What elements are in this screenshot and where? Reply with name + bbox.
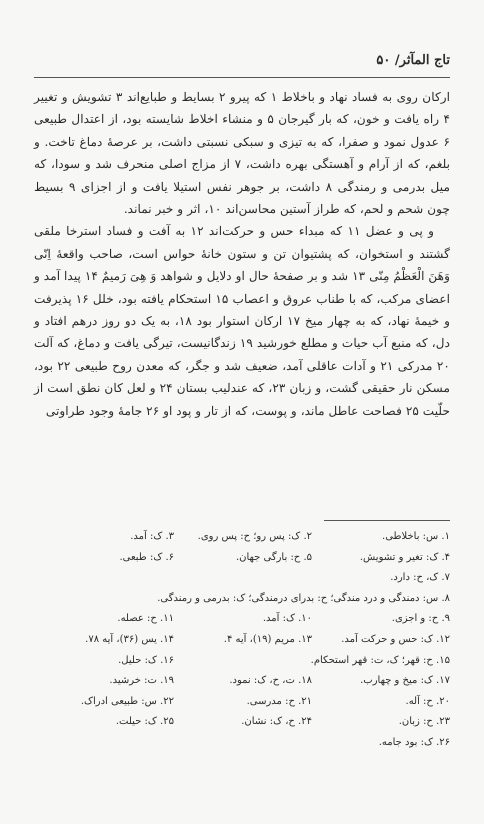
- footnote: ۵. ح: بارگی جهان.: [235, 551, 312, 563]
- footnote-rule: [324, 520, 450, 521]
- footnote: ۱۹. ت: خرشید.: [109, 675, 174, 687]
- footnote: ۲۴. ح، ک: نشان.: [241, 716, 312, 728]
- paragraph: ارکان روی به فساد نهاد و باخلاط ۱ که پیرو ۲ بسایط و طبایع‌اند ۳ تشویش و تغییر ۴ راه یافت و خون، که بار گیرجان ۵ و منشاء اخلاط شایسته بود، از اعتدال طبیعی ۶ عدول نمود و صفرا، که به تیزی و سبکی نسبتی داشت، بر عرصهٔ دماغ تاخت. و بلغم، که از آرام و آهستگی بهره داشت، ۷ از مزاج اصلی منحرف شد و سودا، که میل بدرمی و رمندگی ۸ داشت، بر جوهر نفس استیلا یافت و از اجزای ۹ بسیط چون شحم و لحم، که طراز آستین محاسن‌اند ۱۰، اثر و خبر نماند.: [34, 90, 451, 217]
- footnote: ۷. ک، ح: دارد.: [390, 572, 450, 584]
- page-header: [34, 51, 450, 75]
- body-text: [34, 86, 450, 422]
- footnote: ۱. س: باخلاطی.: [382, 531, 450, 542]
- footnote: ۲۶. ک: بود جامه.: [378, 736, 450, 748]
- footnote-row: [34, 651, 450, 672]
- footnote: ۱۴. یس (۳۶)، آیه ۷۸.: [85, 633, 174, 645]
- footnote-row: [34, 712, 450, 733]
- footnote-row: [34, 527, 450, 548]
- footnote: ۱۸. ت، ح، ک: نمود.: [229, 675, 312, 687]
- footnote: ۱۲. ک: حس و حرکت آمد.: [341, 633, 450, 645]
- paragraph: و پی و عضل ۱۱ که مبداء حس و حرکت‌اند ۱۲ به آفت و فساد استرخا ملقی گشتند و استخوان، که پشتیوان تن و ستون خانهٔ حواس است، صاحب واقعهٔ اِنّی وَهَنَ الْعَظْمُ مِنّی ۱۳ شد و بر صفحهٔ حال او دلایل و شواهد وَ هِیَ رَمیمٌ ۱۴ پیدا آمد و اعضای مرکب، که با طناب عروق و اعصاب ۱۵ استحکام یافته بود، خلل ۱۶ پذیرفت و خیمهٔ نهاد، که به چهار میخ ۱۷ ارکان استوار بود ۱۸، به یک دو روز درهم افتاد و دل، که منبع آب حیات و مطلع خورشید ۱۹ زندگانیست، تیرگی یافت و دماغ، که آلت ۲۰ مدرکی ۲۱ و آدات عاقلی آمد، ضعیف شد و جگر، که معدن روح طبیعی ۲۲ بود، مسکن نار حقیقی گشت، و زبان ۲۳، که عندلیب بستان ۲۴ و لعل کان نطق است از حلّیت ۲۵ فصاحت عاطل ماند، و پوست، که از تار و پود او ۲۶ جامهٔ وجود طراوتی: [34, 224, 451, 418]
- footnote: ۲۰. ح: آله.: [405, 695, 450, 707]
- footnote: ۲۳. ح: زبان.: [398, 716, 450, 728]
- footnote: ۲۱. ح: مدرسی.: [246, 695, 312, 707]
- footnote: ۹. ح: و اجزی.: [391, 613, 450, 625]
- header-rule: [34, 77, 450, 78]
- footnote-row: [34, 568, 450, 589]
- footnote: ۱۳. مریم (۱۹)، آیه ۴.: [223, 633, 312, 645]
- footnote: ۱۶. ک: حلیل.: [118, 654, 174, 666]
- footnote: ۸. س: دمندگی و درد مندگی؛ ح: بدرای درمندگی؛ ک: بدرمی و رمندگی.: [157, 592, 450, 604]
- footnote-row: [34, 548, 450, 569]
- footnote: ۶. ک: طبعی.: [119, 551, 174, 563]
- footnote-row: [34, 609, 450, 630]
- footnote: ۴. ک: تغیر و تشویش.: [359, 551, 450, 563]
- footnote-row: [34, 733, 450, 754]
- footnote: ۳. ک: آمد.: [130, 531, 174, 542]
- footnote-row: [34, 671, 450, 692]
- footnote: ۲۵. ک: حیلت.: [115, 716, 174, 728]
- footnote: ۲. ک: پس رو؛ ح: پس روی.: [197, 531, 312, 542]
- running-title: تاج المآثر/ ۵۰: [376, 53, 450, 68]
- footnote: ۱۵. ح: قهر؛ ک، ت: قهر استحکام.: [310, 654, 450, 666]
- footnotes: [34, 527, 450, 754]
- footnote: ۱۰. ک: آمد.: [262, 613, 312, 625]
- footnote: ۲۲. س: طبیعی ادراک.: [80, 695, 174, 707]
- footnote-row: [34, 692, 450, 713]
- footnote-row: [34, 589, 450, 610]
- footnote: ۱۷. ک: میخ و چهارب.: [360, 675, 450, 687]
- footnote-row: [34, 630, 450, 651]
- footnote: ۱۱. ح: عصله.: [117, 613, 174, 625]
